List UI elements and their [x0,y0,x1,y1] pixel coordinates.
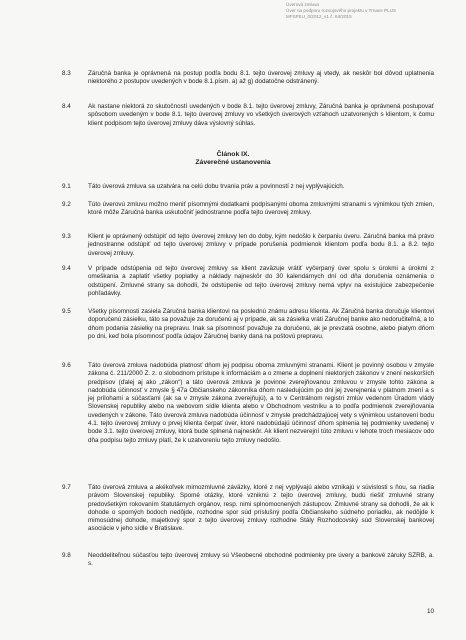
header-line-1: Úverová zmluva [286,2,319,7]
section-8-4 [62,103,434,128]
section-8-3 [62,70,434,87]
section-number: 9.7 [62,484,71,491]
section-text: Táto úverová zmluva a akékoľvek mimozmluvné záväzky, ktoré z nej vyplývajú alebo vznikajú v súvislosti s ňou, sa riadia právom Slovenskej republiky. Spomé otázky, ktoré vzniknú z tejto úverovej zmluvy, budú riešiť zmluvné strany predovšetkým rokovaním štatutárnych orgánov, resp. nimi splnomocnených zástupcov. Zmluvné strany sa dohodli, že ak k dohode o sporných bodoch nedôjde, rozhodne spor súd príslušný podľa Občianskeho súdneho poriadku, ak nedôjde k mimosúdnej dohode, majetkový spor z tejto úverovej zmluvy rozhodne Stály Rozhodcovský súd Slovenskej bankovej asociácie v jeho sídle v Bratislave. [88,484,434,533]
section-9-7 [62,484,434,534]
header-line-3: MFSFEU_0/2012_v1 č. 64/2015 [286,14,352,19]
section-9-1 [62,183,434,191]
section-text: Túto úverovú zmluvu možno meniť písomnými dodatkami podpísanými oboma zmluvnými stranami s výnimkou tých zmien, ktoré môže Záručná banka uskutočniť jednostranne podľa tejto úverovej zmluvy. [88,201,434,217]
section-number: 9.2 [62,201,71,208]
section-9-8 [62,552,434,569]
article-title: Článok IX. [216,151,250,158]
section-number: 8.4 [62,103,71,110]
section-9-3 [62,233,434,258]
section-number: 9.3 [62,233,71,240]
section-number: 9.5 [62,308,71,315]
section-text: Neoddeliteľnou súčasťou tejto úverovej zmluvy sú Všeobecné obchodné podmienky pre úvery a bankové záruky SZRB, a. s. [88,552,434,568]
section-text: Všetky písomnosti zasiela Záručná banka klientovi na poslednú známu adresu klienta. Ak Záručná banka doručuje klientovi doporučenú zásielku, táto sa považuje za doručenú aj v prípade, ak sa zásielka vráti Záručnej banke ako nedoručiteľná, a to dňom podania zásielky na prepravu. Inak sa písomnosť považuje za doručenú, ak je prevzatá osobne, alebo piatym dňom po dni, keď bola písomnosť podľa údajov Záručnej banky daná na poštovú prepravu. [88,308,434,340]
section-text: V prípade odstúpenia od tejto úverovej zmluvy sa klient zaväzuje vrátiť vyčerpaný úver spolu s úrokmi a úrokmi z omeškania a zaplatiť všetky poplatky a náklady najneskôr do 30 kalendárnych dní od dňa doručenia oznámenia o odstúpení. Zmluvné strany sa dohodli, že odstúpenie od tejto úverovej zmluvy nemá vplyv na existujúce zabezpečenie pohľadávky. [88,265,434,297]
page-header [286,2,462,20]
section-9-6 [62,362,434,445]
article-subtitle: Záverečné ustanovenia [195,159,271,166]
section-text: Ak nastane niektorá zo skutočností uvedených v bode 8.1. tejto úverovej zmluvy, Záručná banka je oprávnená postupovať spôsobom uvedeným v bode 8.1. tejto úverovej zmluvy vo všetkých úverových vzťahoch uzatvorených s klientom, k čomu klient podpisom tejto úverovej zmluvy dáva výslovný súhlas. [88,103,434,127]
section-text: Klient je oprávnený odstúpiť od tejto úverovej zmluvy len do doby, kým nedošlo k čerpaniu úveru. Záručná banka má právo jednostranne odstúpiť od tejto úverovej zmluvy v prípade porušenia podmienok klientom podľa bodu 8.1. a 8.2. tejto úverovej zmluvy. [88,233,434,257]
section-number: 9.8 [62,552,71,559]
section-9-2 [62,201,434,218]
header-line-2: Úver na podporu rozvojového projektu v Trnave PLUS [286,8,397,13]
section-text: Táto úverová zmluva nadobúda platnosť dňom jej podpisu oboma zmluvnými stranami. Klient je povinný osobou v zmysle zákona č. 211/2000 Z. z. o slobodnom prístupe k informáciám a o zmene a doplnení niektorých zákonov v znení neskorších predpisov (ďalej aj ako „zákon“) a táto úverová zmluva je povinne zverejňovanou zmluvou v zmysle tohto zákona a nadobúda účinnosť v zmysle § 47a Občianskeho zákonníka dňom nasledujúcim po dni jej zverejnenia v platnom znení a s jej prílohami a súčasťami (ak sa v zmysle zákona zverejňujú), a to v Centrálnom registri zmlúv vedenom Úradom vlády Slovenskej republiky alebo na webovom sídle klienta alebo v Obchodnom vestníku a to podľa podmienok zverejňovania uvedených v zákone. Táto úverová zmluva nadobúda účinnosť v zmysle predchádzajúcej vety s výnimkou ustanovení bodu 4.1. tejto úverovej zmluvy o prvej klienta čerpať úver, ktoré nadobúdajú účinnosť dňom splnenia tej podmienky uvedenej v bode 3.1. tejto úverovej zmluvy, ktorá bude splnená najneskôr. Ak klient nezverejní túto zmluvu v lehote troch mesiacov odo dňa podpisu tejto zmluvy platí, že k uzatvoreniu tejto zmluvy nedošlo. [88,362,434,444]
section-9-4 [62,265,434,298]
section-number: 8.3 [62,70,71,77]
page-number: 10 [427,608,435,615]
section-number: 9.1 [62,183,71,190]
section-text: Táto úverová zmluva sa uzatvára na celú dobu trvania práv a povinností z nej vyplývajúcich. [88,183,345,190]
section-number: 9.4 [62,265,71,272]
section-9-5 [62,308,434,341]
section-number: 9.6 [62,362,71,369]
section-text: Záručná banka je oprávnená na postup podľa bodu 8.1. tejto úverovej zmluvy aj vtedy, ak neskôr bol dôvod uplatnenia niektorého z postupov uvedených v bode 8.1.písm. a) až g) dodatočne odstránený. [88,70,434,86]
